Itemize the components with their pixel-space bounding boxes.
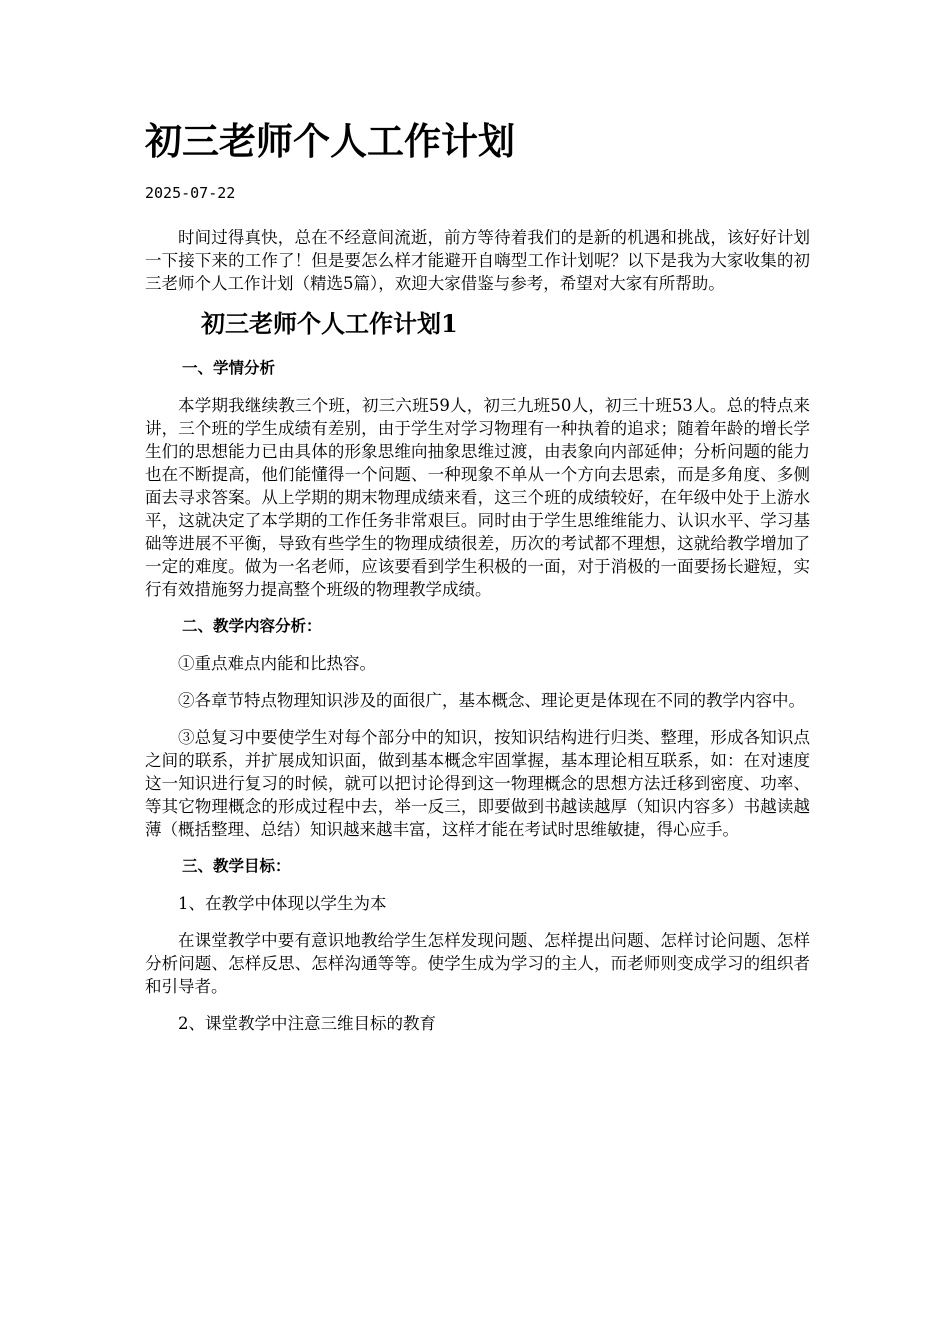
goal-2-title: 2、课堂教学中注意三维目标的教育 — [178, 1014, 436, 1033]
goal-1-title: 1、在教学中体现以学生为本 — [178, 894, 387, 913]
section-title: 初三老师个人工作计划1 — [201, 309, 458, 338]
heading-teaching-goals: 三、教学目标： — [182, 857, 291, 875]
learning-analysis-paragraph: 本学期我继续教三个班，初三六班59人，初三九班50人，初三十班53人。总的特点来讲，三个班的学生成绩有差别，由于学生对学习物理有一种执着的追求；随着年龄的增长学生们的思想能力已由具体的形象思维向抽象思维过渡，由表象向内部延伸；分析问题的能力也在不断提高，他们能懂得一个问题、一种现象不单从一个方向去思索，而是多角度、多侧面去寻求答案。从上学期的期末物理成绩来看，这三个班的成绩较好，在年级中处于上游水平，这就决定了本学期的工作任务非常艰巨。同时由于学生思维维能力、认识水平、学习基础等进展不平衡，导致有些学生的物理成绩很差，历次的考试都不理想，这就给教学增加了一定的难度。做为一名老师，应该要看到学生积极的一面，对于消极的一面要扬长避短，实行有效措施努力提高整个班级的物理教学成绩。 — [145, 396, 810, 599]
document-body — [145, 226, 810, 1035]
content-item-1: ①重点难点内能和比热容。 — [178, 654, 376, 673]
content-item-3: ③总复习中要使学生对每个部分中的知识，按知识结构进行归类、整理，形成各知识点之间的联系，并扩展成知识面，做到基本概念牢固掌握，基本理论相互联系，如：在对速度这一知识进行复习的时候，就可以把讨论得到这一物理概念的思想方法迁移到密度、功率、等其它物理概念的形成过程中去，举一反三，即要做到书越读越厚（知识内容多）书越读越薄（概括整理、总结）知识越来越丰富，这样才能在考试时思维敏捷，得心应手。 — [145, 728, 810, 839]
document-title: 初三老师个人工作计划 — [145, 119, 515, 163]
publish-date: 2025-07-22 — [145, 184, 236, 202]
goal-1-paragraph: 在课堂教学中要有意识地教给学生怎样发现问题、怎样提出问题、怎样讨论问题、怎样分析问题、怎样反思、怎样沟通等等。使学生成为学习的主人，而老师则变成学习的组织者和引导者。 — [145, 931, 810, 996]
intro-paragraph: 时间过得真快，总在不经意间流逝，前方等待着我们的是新的机遇和挑战，该好好计划一下接下来的工作了！但是要怎么样才能避开自嗨型工作计划呢？以下是我为大家收集的初三老师个人工作计划（精选5篇），欢迎大家借鉴与参考，希望对大家有所帮助。 — [145, 228, 810, 293]
content-item-2: ②各章节特点物理知识涉及的面很广，基本概念、理论更是体现在不同的教学内容中。 — [178, 691, 805, 710]
heading-learning-analysis: 一、学情分析 — [182, 359, 276, 377]
heading-content-analysis: 二、教学内容分析： — [182, 617, 322, 635]
